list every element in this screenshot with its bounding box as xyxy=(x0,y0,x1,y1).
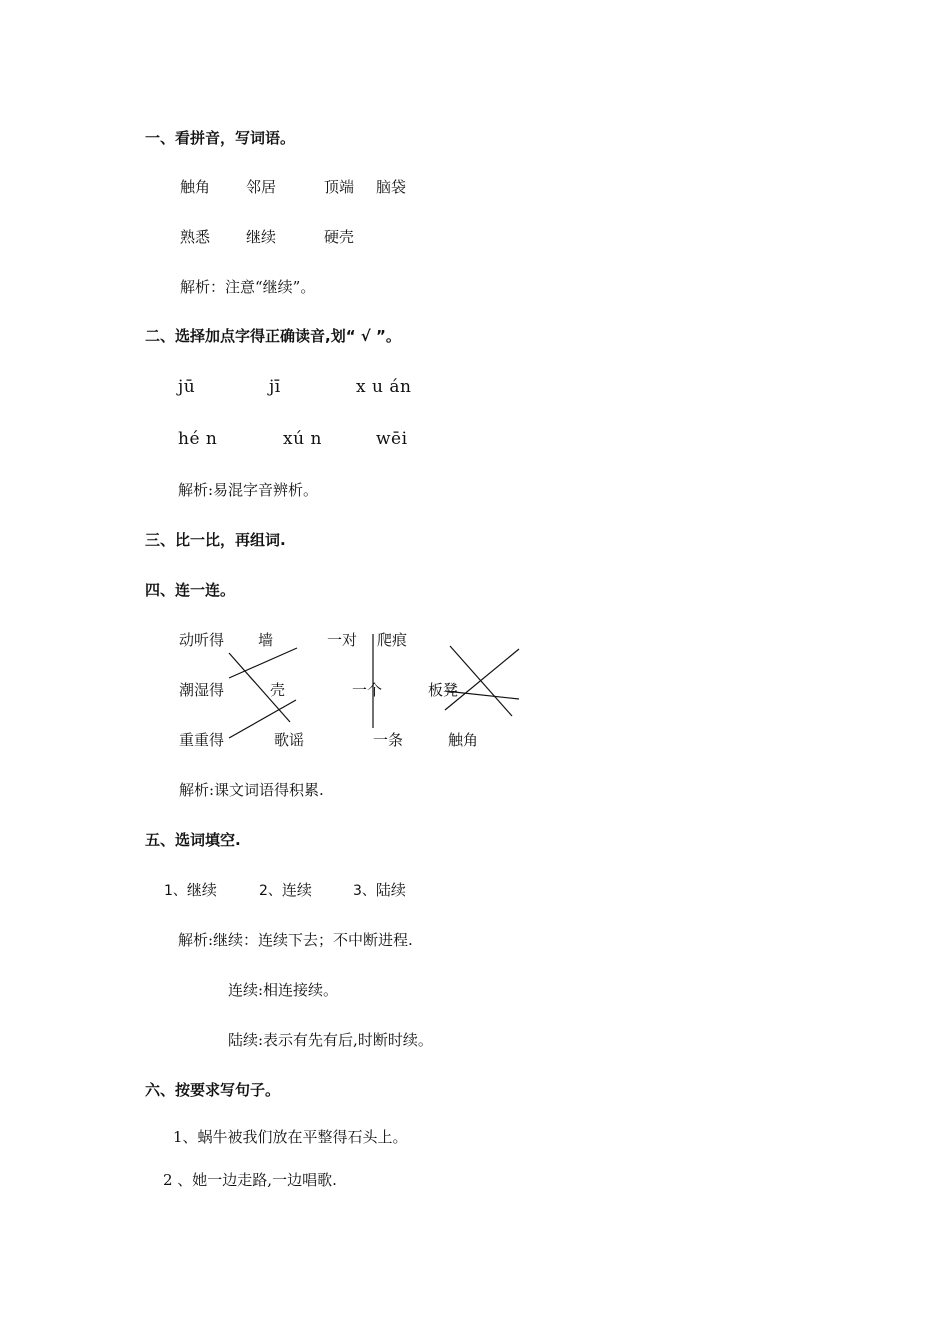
fill-option: 2、连续 xyxy=(259,881,312,899)
pinyin: jī xyxy=(269,377,281,397)
section-5-note: 陆续:表示有先有后,时断时续。 xyxy=(228,1031,433,1049)
match-word: 一个 xyxy=(352,681,383,699)
section-6-heading: 六、按要求写句子。 xyxy=(145,1081,281,1099)
pinyin: jū xyxy=(178,377,196,397)
match-word: 重重得 xyxy=(179,731,225,749)
match-word: 歌谣 xyxy=(274,731,305,749)
word: 顶端 xyxy=(324,178,355,196)
sentence: 2 、她一边走路,一边唱歌. xyxy=(163,1171,337,1189)
section-2-note: 解析:易混字音辨析。 xyxy=(178,481,319,499)
match-line xyxy=(229,648,297,678)
word: 邻居 xyxy=(246,178,277,196)
word: 脑袋 xyxy=(376,178,407,196)
match-word: 壳 xyxy=(270,681,286,699)
match-word: 动听得 xyxy=(179,631,225,649)
section-4-heading: 四、连一连。 xyxy=(145,581,236,599)
section-3-heading: 三、比一比，再组词. xyxy=(145,531,286,549)
section-4-note: 解析:课文词语得积累. xyxy=(179,781,324,799)
pinyin: hé n xyxy=(178,429,218,449)
section-1-heading: 一、看拼音，写词语。 xyxy=(145,129,296,147)
word: 硬壳 xyxy=(324,228,355,246)
match-word: 一条 xyxy=(373,731,404,749)
match-word: 墙 xyxy=(258,631,274,649)
section-5-heading: 五、选词填空. xyxy=(145,831,241,849)
match-word: 触角 xyxy=(448,731,479,749)
match-line xyxy=(229,653,290,722)
match-word: 爬痕 xyxy=(377,631,408,649)
sentence: 1、蜗牛被我们放在平整得石头上。 xyxy=(173,1128,408,1146)
fill-option: 3、陆续 xyxy=(353,881,406,899)
word: 触角 xyxy=(180,178,211,196)
word: 继续 xyxy=(246,228,277,246)
pinyin: x u án xyxy=(356,377,412,397)
match-line xyxy=(445,649,519,710)
section-1-note: 解析：注意“继续”。 xyxy=(180,278,316,296)
pinyin: wēi xyxy=(376,429,408,449)
section-5-note: 解析:继续：连续下去；不中断进程. xyxy=(178,931,413,949)
match-word: 一对 xyxy=(327,631,358,649)
section-5-note: 连续:相连接续。 xyxy=(228,981,339,999)
pinyin: xú n xyxy=(283,429,322,449)
section-2-heading: 二、选择加点字得正确读音,划“ √ ”。 xyxy=(145,327,401,345)
fill-option: 1、继续 xyxy=(164,881,217,899)
match-line xyxy=(445,691,519,699)
match-word: 板凳 xyxy=(428,681,459,699)
match-word: 潮湿得 xyxy=(179,681,225,699)
match-line xyxy=(229,700,296,738)
word: 熟悉 xyxy=(180,228,211,246)
